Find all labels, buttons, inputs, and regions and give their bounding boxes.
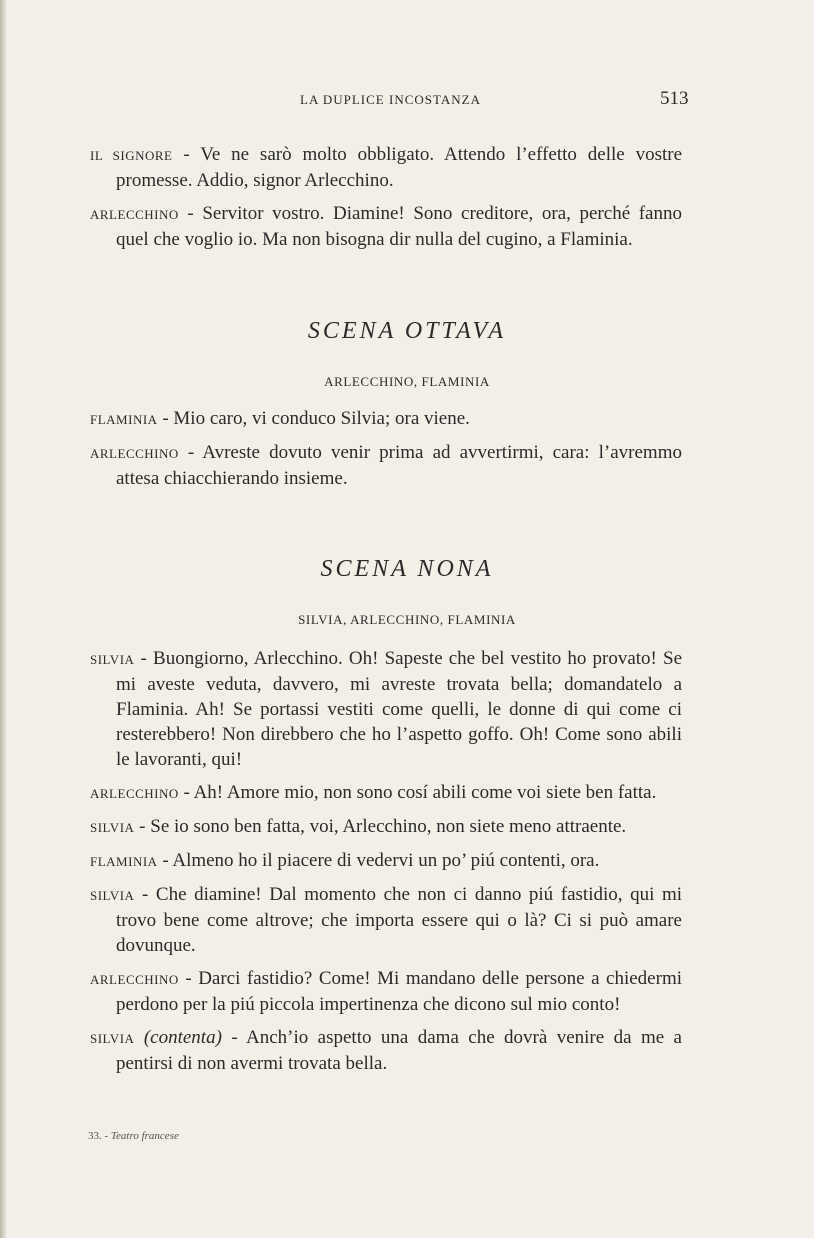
dialogue-block-1 xyxy=(90,142,682,260)
scene-title-ottava: SCENA OTTAVA xyxy=(307,318,507,344)
scene-cast-ottava: ARLECCHINO, FLAMINIA xyxy=(324,374,490,389)
speech-separator: - xyxy=(178,203,203,224)
speech-separator: - xyxy=(157,408,174,429)
speech-arlecchino xyxy=(90,440,682,491)
speaker-name: FLAMINIA xyxy=(90,412,158,427)
speech-arlecchino xyxy=(90,201,682,252)
speech-separator: - xyxy=(178,968,199,989)
speech-separator: - xyxy=(134,816,151,837)
speech-silvia xyxy=(90,882,682,958)
speech-arlecchino xyxy=(90,966,682,1017)
speaker-name: SILVIA xyxy=(90,1031,135,1046)
stage-direction: (contenta) xyxy=(143,1027,222,1048)
speech-text: Avreste dovuto venir prima ad avvertirmi, cara: l’avremmo attesa chiacchierando insieme. xyxy=(116,442,682,489)
speech-text: Servitor vostro. Diamine! Sono creditore, ora, perché fanno quel che voglio io. Ma non bisogna dir nulla del cugino, a Flaminia. xyxy=(116,203,682,250)
speech-silvia xyxy=(90,814,682,840)
speaker-name: ARLECCHINO xyxy=(90,207,179,222)
footer-title: Teatro francese xyxy=(110,1130,179,1142)
speech-text: Darci fastidio? Come! Mi mandano delle persone a chiedermi perdono per la piú piccola impertinenza che dicono sul mio conto! xyxy=(116,968,683,1015)
speaker-name: SILVIA xyxy=(90,888,135,903)
speech-separator: - xyxy=(157,850,173,871)
dialogue-block-2 xyxy=(90,406,682,499)
speech-silvia xyxy=(90,646,682,772)
speech-arlecchino xyxy=(90,780,682,806)
speech-text: Ah! Amore mio, non sono cosí abili come voi siete ben fatta. xyxy=(193,782,657,803)
speech-text: Ve ne sarò molto obbligato. Attendo l’effetto delle vostre promesse. Addio, signor Arlecchino. xyxy=(116,144,683,191)
speaker-name: ARLECCHINO xyxy=(90,786,179,801)
footer-signature xyxy=(88,1130,179,1142)
speaker-name: SILVIA xyxy=(90,820,135,835)
speech-text: Anch’io aspetto una dama che dovrà venire da me a pentirsi di non avermi trovata bella. xyxy=(116,1027,682,1074)
speaker-name: ARLECCHINO xyxy=(90,446,179,461)
scene-title-nona: SCENA NONA xyxy=(320,556,494,582)
footer-separator: - xyxy=(101,1130,111,1142)
speech-separator: - xyxy=(172,144,201,165)
dialogue-block-3 xyxy=(90,646,682,1084)
speech-text: Buongiorno, Arlecchino. Oh! Sapeste che bel vestito ho provato! Se mi aveste veduta, davvero, mi avreste trovata bella; domandatelo a Flaminia. Ah! Se portassi vestiti come quelli, le donne di qui come ci resterebbero! Non direbbero che ho l’aspetto goffo. Oh! Come sono abili le lavoranti, qui! xyxy=(116,648,682,770)
speech-flaminia xyxy=(90,406,682,432)
speech-text: Mio caro, vi conduco Silvia; ora viene. xyxy=(173,408,470,429)
speech-separator: - xyxy=(134,648,154,669)
speaker-name: FLAMINIA xyxy=(90,854,158,869)
speaker-name: SILVIA xyxy=(90,652,135,667)
speaker-name: ARLECCHINO xyxy=(90,972,179,987)
speech-flaminia xyxy=(90,848,682,874)
speech-separator: - xyxy=(178,782,194,803)
running-head: LA DUPLICE INCOSTANZA xyxy=(300,92,482,107)
speech-silvia xyxy=(90,1025,682,1076)
speech-separator: - xyxy=(134,884,156,905)
speech-text: Se io sono ben fatta, voi, Arlecchino, non siete meno attraente. xyxy=(150,816,627,837)
page-number: 513 xyxy=(660,88,689,109)
speech-separator: - xyxy=(221,1027,246,1048)
speech-text: Almeno ho il piacere di vedervi un po’ piú contenti, ora. xyxy=(172,850,600,871)
speaker-name: IL SIGNORE xyxy=(90,148,173,163)
speech-il-signore xyxy=(90,142,682,193)
speech-text: Che diamine! Dal momento che non ci danno piú fastidio, qui mi trovo bene come altrove; che importa essere qui o là? Ci si può amare dovunque. xyxy=(116,884,683,956)
footer-number: 33. xyxy=(88,1130,102,1142)
scene-cast-nona: SILVIA, ARLECCHINO, FLAMINIA xyxy=(298,612,516,627)
speech-separator: - xyxy=(178,442,203,463)
